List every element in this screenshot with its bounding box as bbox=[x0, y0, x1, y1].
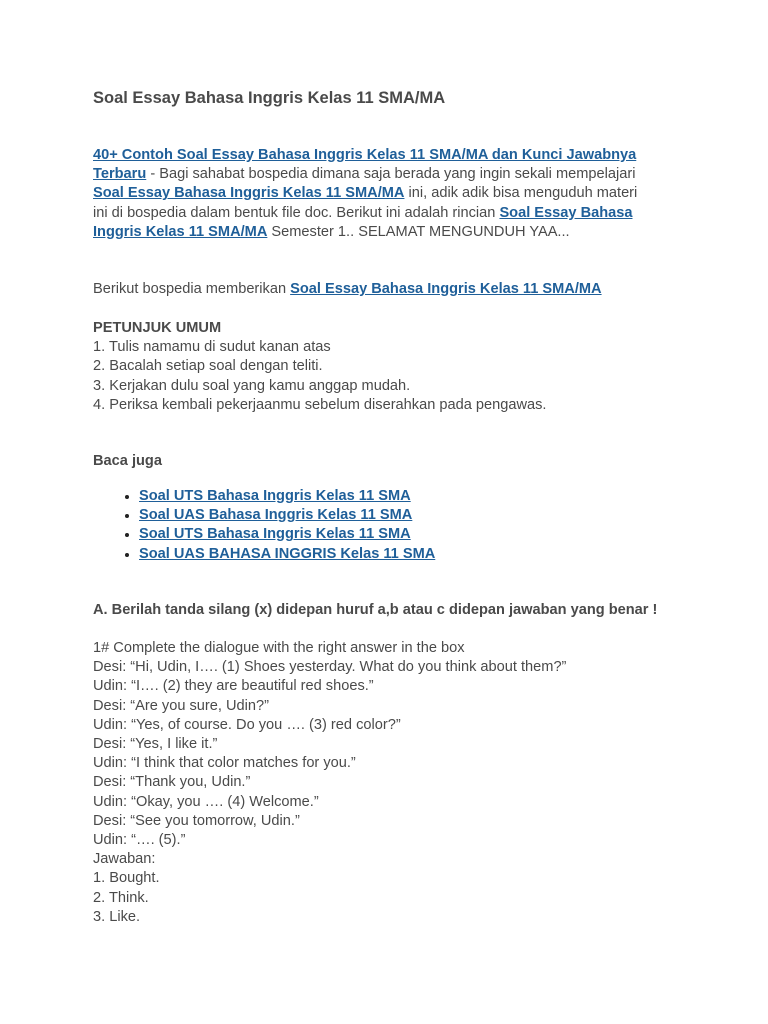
list-item bbox=[139, 487, 435, 506]
list-item bbox=[139, 545, 435, 564]
berikut-paragraph bbox=[93, 280, 653, 299]
dialogue-line: Udin: “Yes, of course. Do you …. (3) red color?” bbox=[93, 716, 401, 733]
intro-text-1: - Bagi sahabat bospedia dimana saja berada yang ingin sekali mempelajari bbox=[146, 166, 636, 183]
berikut-text: Berikut bospedia memberikan bbox=[93, 281, 291, 297]
intro-link-soal-essay-2[interactable]: Soal Essay Bahasa Inggris Kelas 11 SMA/MA bbox=[93, 204, 633, 240]
dialogue-line: Udin: “…. (5).” bbox=[93, 832, 186, 849]
dialogue-line: Desi: “Are you sure, Udin?” bbox=[93, 697, 270, 714]
dialogue-line: Udin: “I…. (2) they are beautiful red shoes.” bbox=[93, 678, 374, 695]
dialogue-line: Desi: “See you tomorrow, Udin.” bbox=[93, 812, 300, 829]
page-title: Soal Essay Bahasa Inggris Kelas 11 SMA/MA bbox=[93, 89, 446, 107]
dialogue-line: Udin: “Okay, you …. (4) Welcome.” bbox=[93, 793, 319, 810]
intro-text-3: Semester 1.. SELAMAT MENGUNDUH YAA... bbox=[267, 223, 570, 240]
related-link-uts-1[interactable]: Soal UTS Bahasa Inggris Kelas 11 SMA bbox=[139, 488, 411, 504]
related-link-uas-1[interactable]: Soal UAS Bahasa Inggris Kelas 11 SMA bbox=[139, 507, 413, 524]
dialogue-line: Desi: “Thank you, Udin.” bbox=[93, 774, 251, 791]
petunjuk-item: 2. Bacalah setiap soal dengan teliti. bbox=[93, 358, 323, 375]
petunjuk-section bbox=[93, 319, 653, 415]
related-link-uas-2[interactable]: Soal UAS BAHASA INGGRIS Kelas 11 SMA bbox=[139, 545, 436, 562]
berikut-link[interactable]: Soal Essay Bahasa Inggris Kelas 11 SMA/MA bbox=[290, 281, 602, 297]
section-a-heading bbox=[93, 601, 693, 620]
related-link-uts-2[interactable]: Soal UTS Bahasa Inggris Kelas 11 SMA bbox=[139, 526, 411, 543]
dialogue-section bbox=[93, 639, 653, 927]
list-item bbox=[139, 525, 435, 544]
intro-link-soal-essay-1[interactable]: Soal Essay Bahasa Inggris Kelas 11 SMA/MA bbox=[93, 185, 405, 202]
dialogue-line: Desi: “Hi, Udin, I…. (1) Shoes yesterday. What do you think about them?” bbox=[93, 659, 567, 676]
petunjuk-heading: PETUNJUK UMUM bbox=[93, 320, 222, 336]
answer-heading: Jawaban: bbox=[93, 851, 156, 868]
intro-paragraph bbox=[93, 146, 653, 242]
section-a-title: A. Berilah tanda silang (x) didepan huruf a,b atau c didepan jawaban yang benar ! bbox=[93, 602, 658, 618]
answer-item: 2. Think. bbox=[93, 889, 149, 906]
list-item bbox=[139, 506, 435, 525]
related-links-list bbox=[115, 487, 435, 564]
intro-text-2: ini, adik adik bisa menguduh materi ini di bospedia dalam bentuk file doc. Berikut ini adalah rincian bbox=[93, 185, 638, 221]
petunjuk-item: 4. Periksa kembali pekerjaanmu sebelum diserahkan pada pengawas. bbox=[93, 396, 547, 413]
dialogue-line: Desi: “Yes, I like it.” bbox=[93, 736, 218, 753]
baca-juga-heading: Baca juga bbox=[93, 453, 162, 469]
intro-link-contoh-soal[interactable]: 40+ Contoh Soal Essay Bahasa Inggris Kelas 11 SMA/MA dan Kunci Jawabnya Terbaru bbox=[93, 147, 637, 183]
petunjuk-item: 1. Tulis namamu di sudut kanan atas bbox=[93, 339, 331, 356]
petunjuk-item: 3. Kerjakan dulu soal yang kamu anggap mudah. bbox=[93, 377, 411, 394]
answer-item: 3. Like. bbox=[93, 908, 141, 925]
dialogue-line: Udin: “I think that color matches for you.” bbox=[93, 755, 356, 772]
dialogue-line: 1# Complete the dialogue with the right answer in the box bbox=[93, 640, 465, 656]
answer-item: 1. Bought. bbox=[93, 870, 160, 887]
